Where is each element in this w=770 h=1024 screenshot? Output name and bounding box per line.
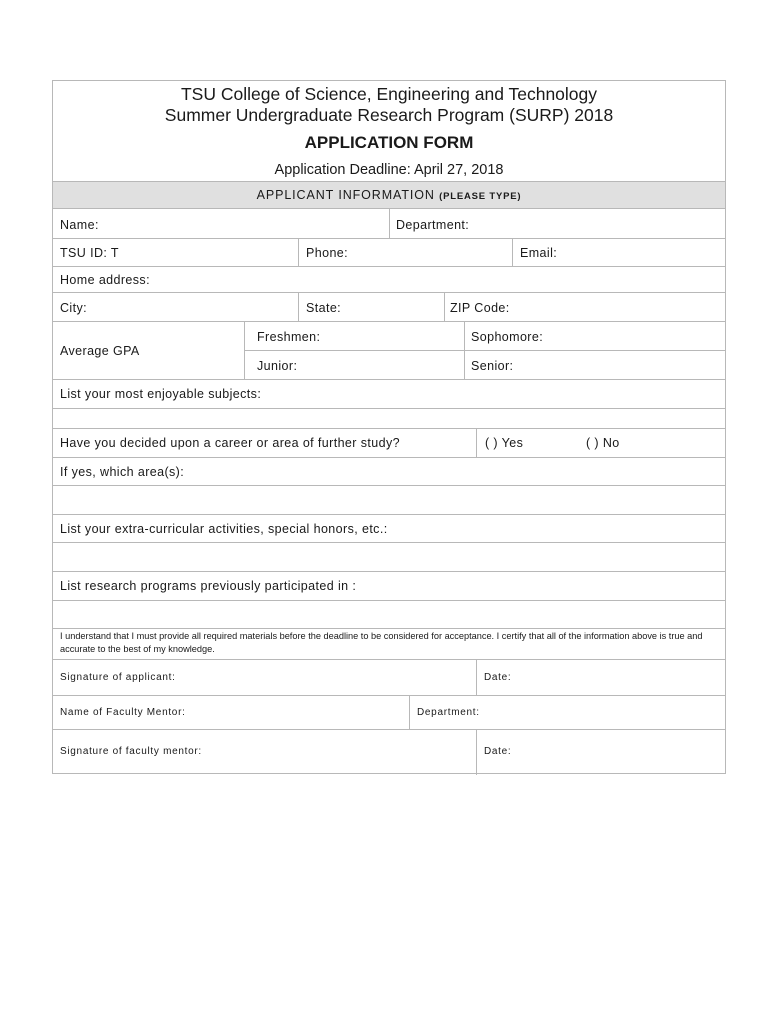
row-divider	[53, 485, 725, 486]
career-no-option[interactable]: ( ) No	[586, 436, 620, 450]
row-divider	[53, 379, 725, 380]
phone-field[interactable]: Phone:	[306, 246, 349, 260]
row-divider	[53, 628, 725, 629]
column-divider	[298, 238, 299, 266]
gpa-freshmen-field[interactable]: Freshmen:	[257, 330, 321, 344]
department-field[interactable]: Department:	[396, 218, 470, 232]
applicant-date-field[interactable]: Date:	[484, 672, 512, 683]
applicant-signature-field[interactable]: Signature of applicant:	[60, 672, 176, 683]
column-divider	[476, 659, 477, 695]
column-divider	[464, 321, 465, 379]
email-field[interactable]: Email:	[520, 246, 558, 260]
column-divider	[409, 695, 410, 729]
section-title: APPLICANT INFORMATION	[256, 188, 435, 202]
name-field[interactable]: Name:	[60, 218, 99, 232]
average-gpa-label: Average GPA	[60, 344, 140, 358]
research-programs-label: List research programs previously participated in :	[60, 579, 357, 593]
row-divider	[53, 729, 725, 730]
row-divider	[53, 292, 725, 293]
column-divider	[298, 292, 299, 321]
mentor-date-field[interactable]: Date:	[484, 746, 512, 757]
application-form	[52, 80, 726, 774]
zip-code-field[interactable]: ZIP Code:	[450, 301, 510, 315]
column-divider	[444, 292, 445, 321]
application-deadline: Application Deadline: April 27, 2018	[274, 162, 504, 178]
college-title: TSU College of Science, Engineering and Technology	[180, 84, 598, 104]
career-question-label: Have you decided upon a career or area of further study?	[60, 436, 400, 450]
state-field[interactable]: State:	[306, 301, 342, 315]
city-field[interactable]: City:	[60, 301, 87, 315]
row-divider	[53, 457, 725, 458]
mentor-department-field[interactable]: Department:	[417, 707, 480, 718]
row-divider	[53, 408, 725, 409]
row-divider	[53, 695, 725, 696]
section-note: (PLEASE TYPE)	[439, 191, 522, 202]
row-divider	[53, 600, 725, 601]
row-divider	[53, 266, 725, 267]
home-address-field[interactable]: Home address:	[60, 273, 150, 287]
row-divider	[53, 659, 725, 660]
row-divider	[53, 514, 725, 515]
row-divider	[53, 238, 725, 239]
row-divider	[53, 321, 725, 322]
extracurricular-label: List your extra-curricular activities, special honors, etc.:	[60, 522, 388, 536]
column-divider	[244, 321, 245, 379]
form-title: APPLICATION FORM	[304, 133, 474, 152]
column-divider	[512, 238, 513, 266]
row-divider	[53, 542, 725, 543]
program-title: Summer Undergraduate Research Program (SURP) 2018	[164, 105, 614, 125]
faculty-mentor-name-field[interactable]: Name of Faculty Mentor:	[60, 707, 186, 718]
career-yes-option[interactable]: ( ) Yes	[485, 436, 524, 450]
gpa-junior-field[interactable]: Junior:	[257, 359, 298, 373]
column-divider	[476, 729, 477, 775]
gpa-senior-field[interactable]: Senior:	[471, 359, 514, 373]
row-divider	[53, 428, 725, 429]
certification-statement: I understand that I must provide all required materials before the deadline to be considered for acceptance. I certify that all of the information above is true and accurate to the best of my knowledge.	[60, 631, 703, 654]
applicant-info-header	[53, 181, 725, 209]
row-divider	[53, 571, 725, 572]
gpa-sophomore-field[interactable]: Sophomore:	[471, 330, 544, 344]
column-divider	[389, 209, 390, 238]
career-areas-label: If yes, which area(s):	[60, 465, 185, 479]
enjoyable-subjects-label: List your most enjoyable subjects:	[60, 387, 262, 401]
tsu-id-field[interactable]: TSU ID: T	[60, 246, 119, 260]
row-divider	[244, 350, 726, 351]
column-divider	[476, 428, 477, 457]
faculty-mentor-signature-field[interactable]: Signature of faculty mentor:	[60, 746, 202, 757]
